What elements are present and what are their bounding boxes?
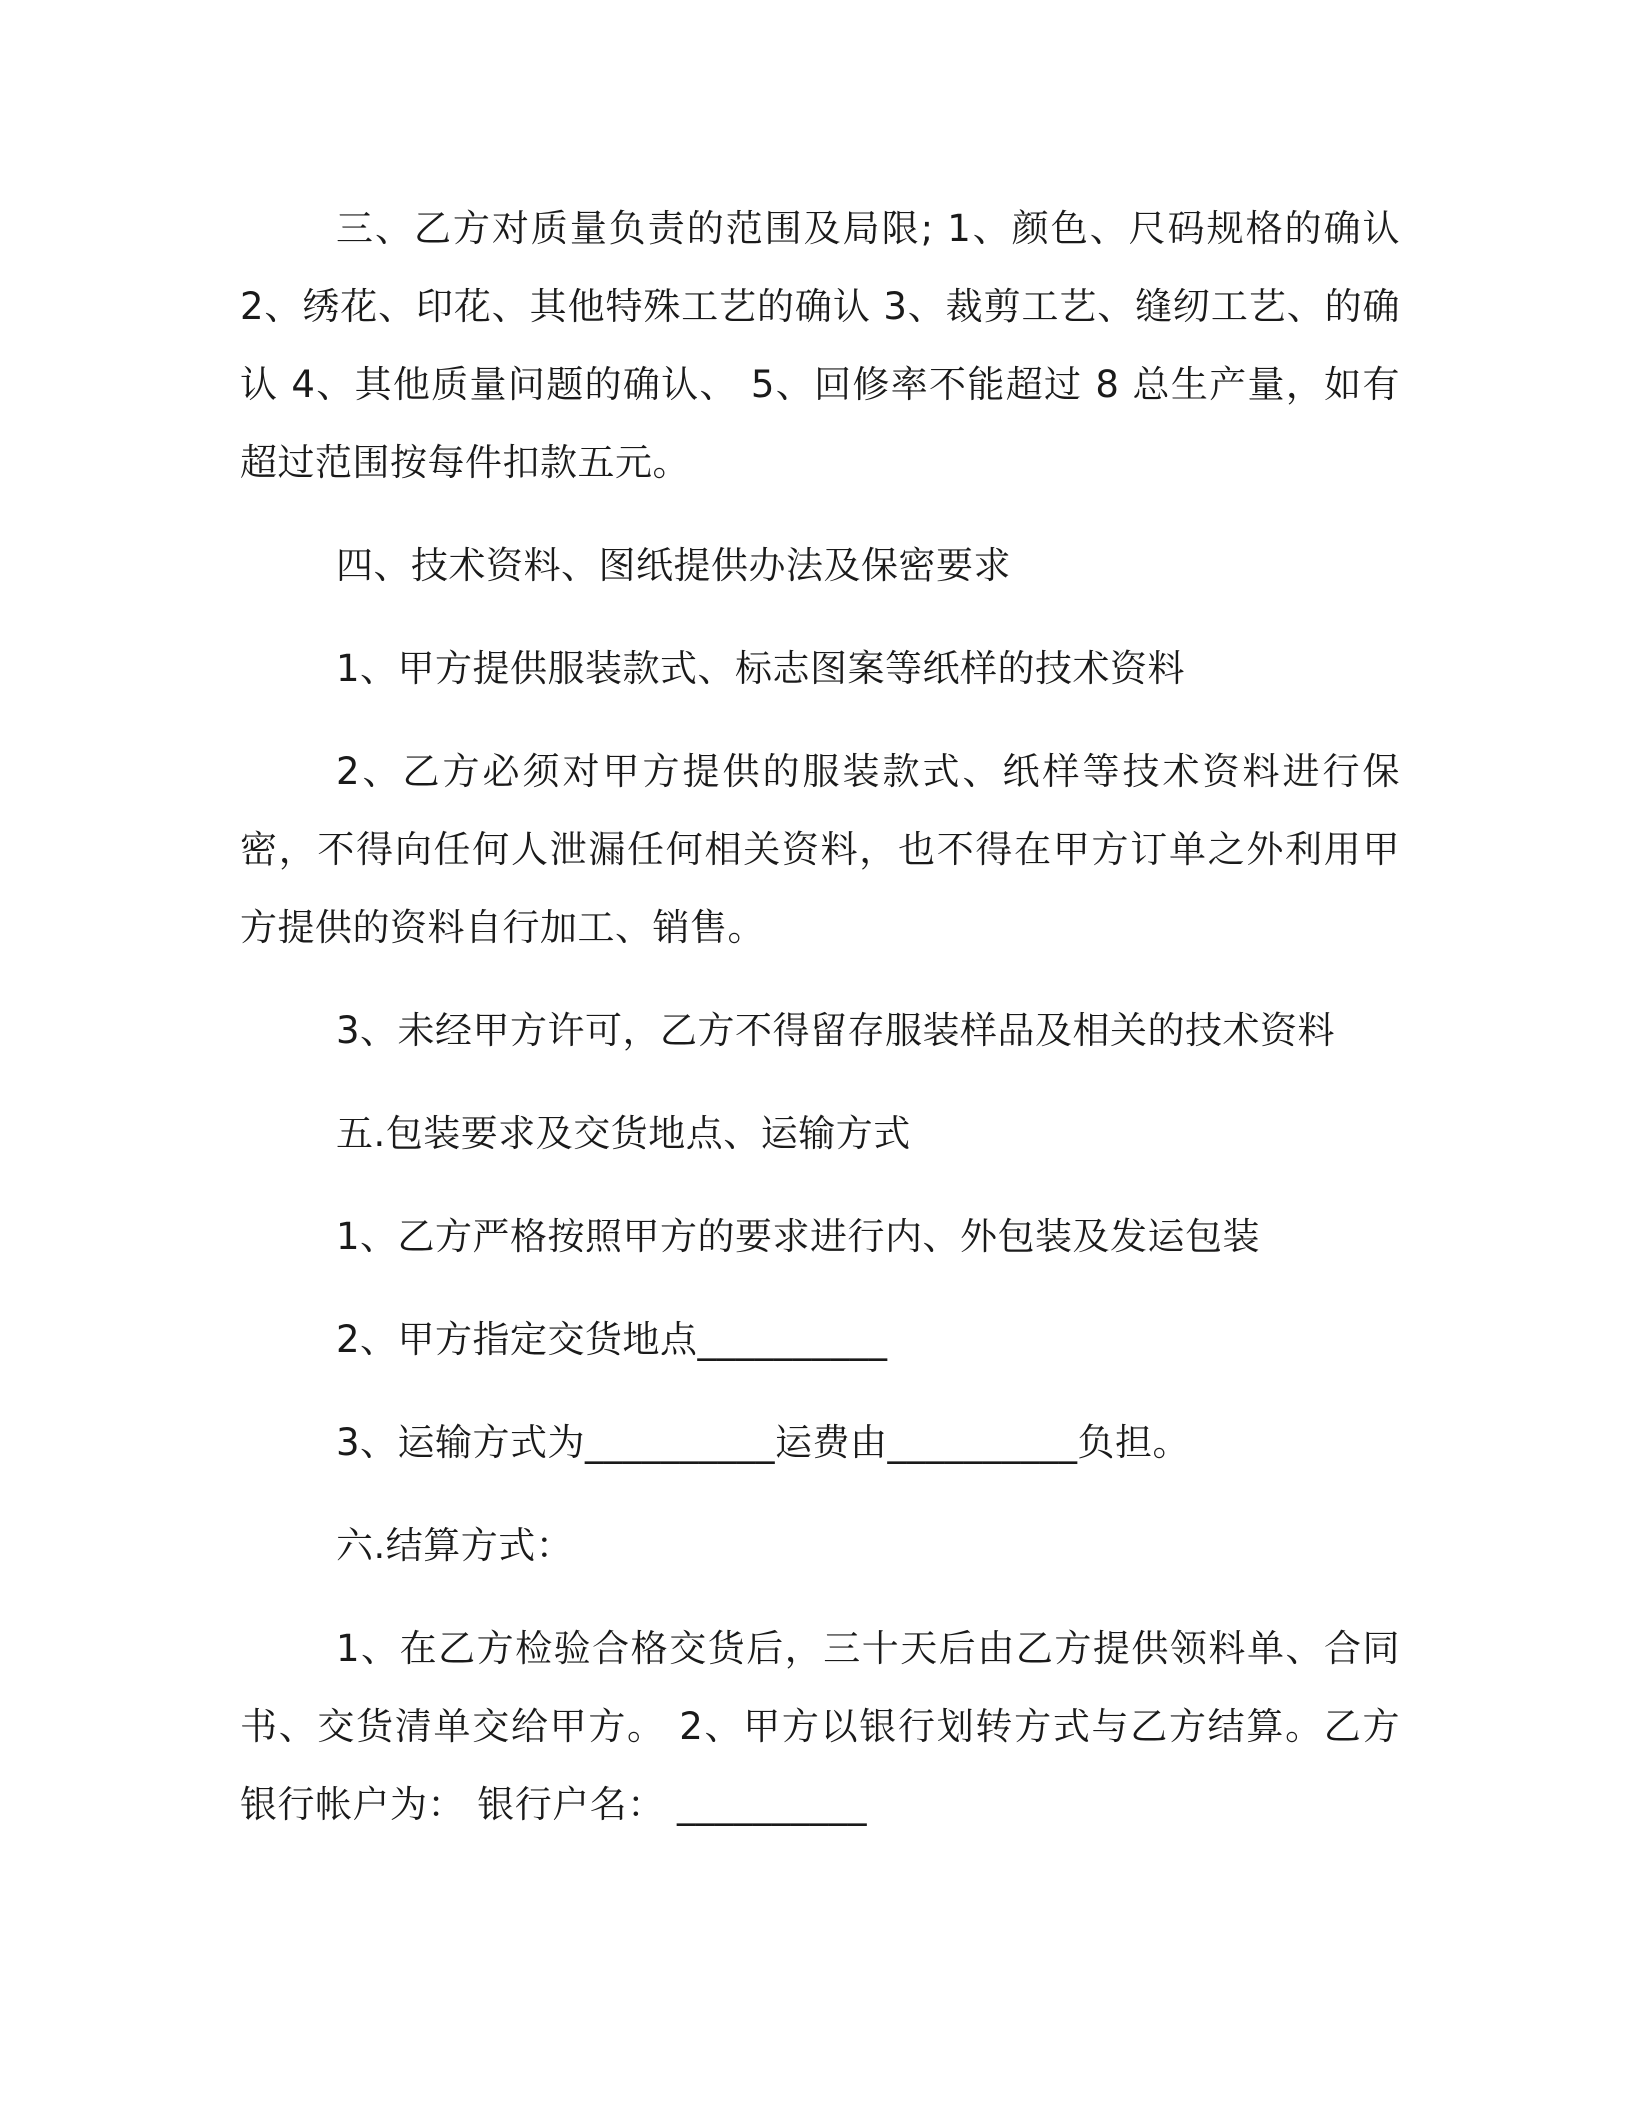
paragraph-packaging-item-3: 3、运输方式为__________运费由__________负担。	[336, 1421, 1191, 1464]
paragraph-packaging-item-2: 2、甲方指定交货地点__________	[336, 1318, 888, 1361]
paragraph-quality-scope: 三、乙方对质量负责的范围及局限; 1、颜色、尺码规格的确认 2、绣花、印花、其他特殊工艺的确认 3、裁剪工艺、缝纫工艺、的确认 4、其他质量问题的确认、 5、回修率不能超过 8 总生产量，如有超过范围按每件扣款五元。	[240, 207, 1413, 484]
paragraph-packaging-item-1: 1、乙方严格按照甲方的要求进行内、外包装及发运包装	[336, 1215, 1261, 1258]
heading-settlement: 六.结算方式：	[336, 1524, 574, 1567]
paragraph-tech-item-1: 1、甲方提供服装款式、标志图案等纸样的技术资料	[336, 647, 1186, 690]
paragraph-tech-item-2: 2、乙方必须对甲方提供的服装款式、纸样等技术资料进行保密，不得向任何人泄漏任何相关资料，也不得在甲方订单之外利用甲方提供的资料自行加工、销售。	[240, 750, 1400, 949]
paragraph-tech-item-3: 3、未经甲方许可，乙方不得留存服装样品及相关的技术资料	[336, 1009, 1336, 1052]
paragraph-settlement-items: 1、在乙方检验合格交货后，三十天后由乙方提供领料单、合同书、交货清单交给甲方。 2、甲方以银行划转方式与乙方结算。乙方银行帐户为： 银行户名： __________	[240, 1627, 1400, 1826]
heading-packaging-delivery: 五.包装要求及交货地点、运输方式	[336, 1112, 911, 1155]
document-body	[240, 190, 1413, 1844]
heading-technical-materials: 四、技术资料、图纸提供办法及保密要求	[336, 544, 1011, 587]
